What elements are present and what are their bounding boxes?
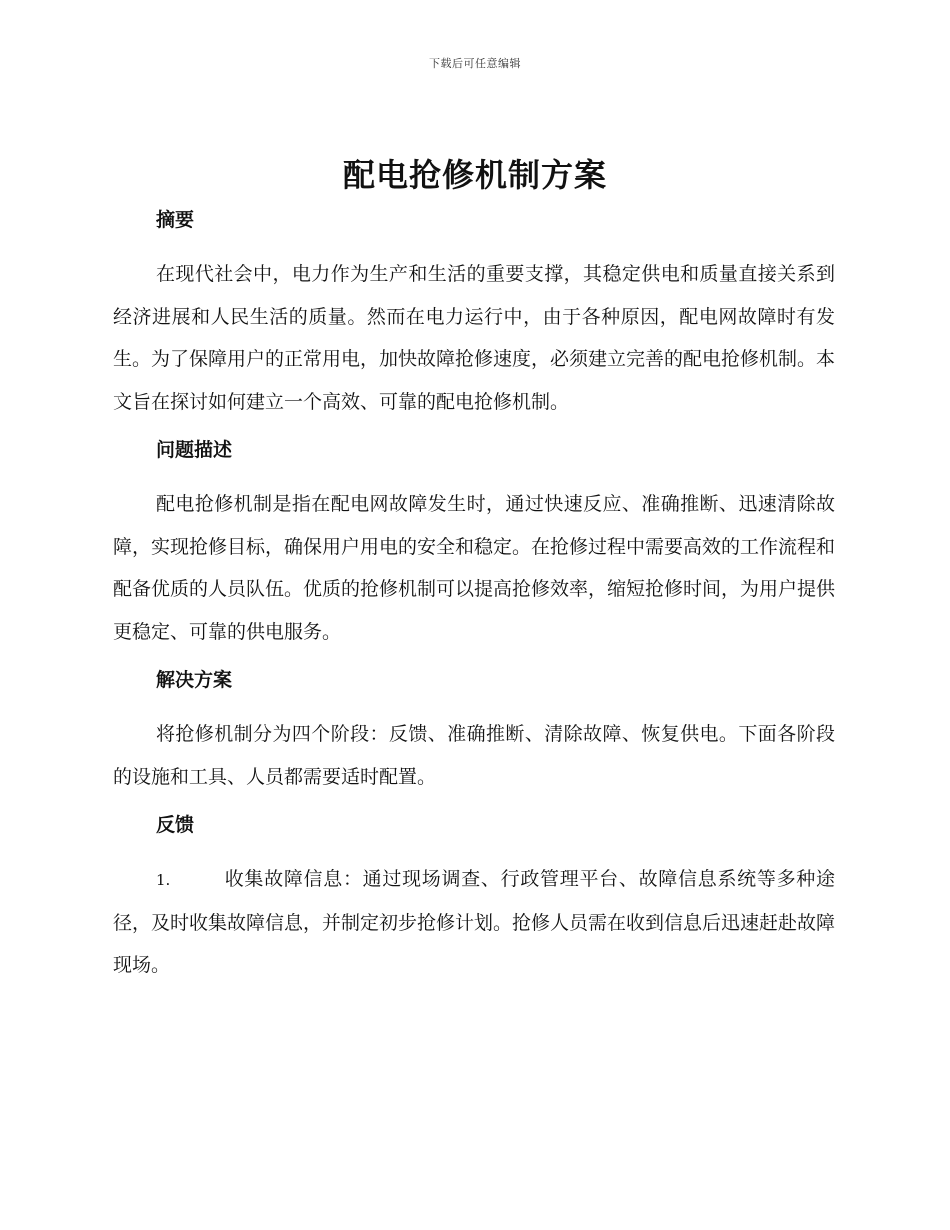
- solution-paragraph: 将抢修机制分为四个阶段：反馈、准确推断、清除故障、恢复供电。下面各阶段的设施和工具、人员都需要适时配置。: [113, 723, 835, 788]
- abstract-paragraph: 在现代社会中，电力作为生产和生活的重要支撑，其稳定供电和质量直接关系到经济进展和人民生活的质量。然而在电力运行中，由于各种原因，配电网故障时有发生。为了保障用户的正常用电，加快故障抢修速度，必须建立完善的配电抢修机制。本文旨在探讨如何建立一个高效、可靠的配电抢修机制。: [113, 263, 836, 413]
- list-item-number: 1.: [156, 871, 171, 889]
- problem-heading: 问题描述: [156, 439, 233, 461]
- list-item-text: 收集故障信息：通过现场调查、行政管理平台、故障信息系统等多种途径，及时收集故障信息，并制定初步抢修计划。抢修人员需在收到信息后迅速赶赴故障现场。: [113, 868, 836, 976]
- document-body: [113, 203, 835, 987]
- numbered-list-item: [113, 858, 835, 987]
- abstract-heading: 摘要: [156, 209, 195, 231]
- problem-paragraph: 配电抢修机制是指在配电网故障发生时，通过快速反应、准确推断、迅速清除故障，实现抢修目标，确保用户用电的安全和稳定。在抢修过程中需要高效的工作流程和配备优质的人员队伍。优质的抢修机制可以提高抢修效率，缩短抢修时间，为用户提供更稳定、可靠的供电服务。: [113, 493, 836, 643]
- solution-heading: 解决方案: [156, 669, 233, 691]
- feedback-heading: 反馈: [156, 814, 195, 836]
- header-note: 下载后可任意编辑: [429, 57, 521, 70]
- document-title: 配电抢修机制方案: [342, 156, 607, 194]
